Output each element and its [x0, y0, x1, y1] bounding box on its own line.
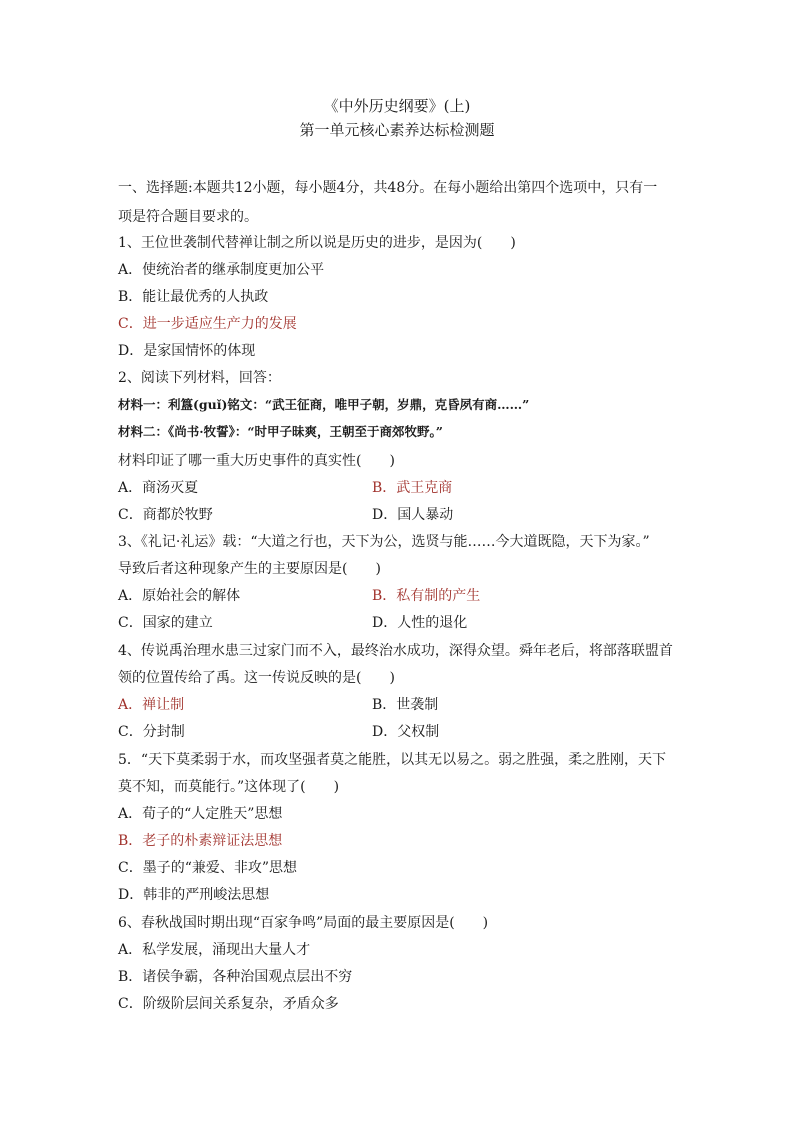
question-2-material-2: 材料二：《尚书·牧誓》：“时甲子昧爽，王朝至于商郊牧野。”	[118, 424, 443, 439]
question-2-option-d: D．国人暴动	[372, 507, 454, 523]
question-5-option-c: C．墨子的“兼爱、非攻”思想	[118, 860, 298, 876]
question-2-material-1: 材料一：利簋(guǐ)铭文：“武王征商，唯甲子朝，岁鼎，克昏夙有商……”	[118, 397, 530, 412]
section-intro-line-1: 一、选择题:本题共12小题，每小题4分，共48分。在每小题给出第四个选项中，只有一	[118, 180, 658, 196]
question-4-option-a: A．禅让制	[118, 697, 185, 713]
question-5-option-a: A．荀子的“人定胜天”思想	[118, 806, 283, 822]
question-4-stem-line-2: 领的位置传给了禹。这一传说反映的是( )	[118, 670, 395, 686]
question-3-option-c: C．国家的建立	[118, 615, 213, 631]
question-5-stem-line-1: 5．“天下莫柔弱于水，而攻坚强者莫之能胜，以其无以易之。弱之胜强，柔之胜刚，天下	[118, 752, 667, 768]
question-2-stem: 2、阅读下列材料，回答：	[118, 370, 281, 386]
question-3-option-d: D．人性的退化	[372, 615, 468, 631]
question-5-option-b: B．老子的朴素辩证法思想	[118, 833, 283, 849]
question-2-question: 材料印证了哪一重大历史事件的真实性( )	[118, 453, 395, 469]
question-2-option-c: C．商都於牧野	[118, 507, 213, 523]
question-1-option-b: B．能让最优秀的人执政	[118, 289, 269, 305]
question-1-option-d: D．是家国情怀的体现	[118, 343, 256, 359]
question-2-option-b: B．武王克商	[372, 480, 453, 496]
question-3-option-b: B．私有制的产生	[372, 588, 481, 604]
question-3-option-a: A．原始社会的解体	[118, 588, 241, 604]
question-4-stem-line-1: 4、传说禹治理水患三过家门而不入，最终治水成功，深得众望。舜年老后，将部落联盟首	[118, 643, 673, 659]
question-6-stem: 6、春秋战国时期出现“百家争鸣”局面的最主要原因是( )	[118, 915, 489, 931]
question-1-option-c: C．进一步适应生产力的发展	[118, 316, 297, 332]
question-4-option-b: B．世袭制	[372, 697, 439, 713]
question-4-option-d: D．父权制	[372, 724, 440, 740]
question-3-stem-line-1: 3、《礼记·礼运》载：“大道之行也，天下为公，选贤与能……今大道既隐，天下为家。”	[118, 534, 650, 550]
question-2-option-a: A．商汤灭夏	[118, 480, 199, 496]
question-1-option-a: A．使统治者的继承制度更加公平	[118, 262, 325, 278]
question-6-option-b: B．诸侯争霸，各种治国观点层出不穷	[118, 969, 353, 985]
question-6-option-a: A．私学发展，涌现出大量人才	[118, 942, 311, 958]
question-5-option-d: D．韩非的严刑峻法思想	[118, 887, 270, 903]
question-3-stem-line-2: 导致后者这种现象产生的主要原因是( )	[118, 561, 381, 577]
question-6-option-c: C．阶级阶层间关系复杂，矛盾众多	[118, 996, 339, 1012]
question-1-stem: 1、王位世袭制代替禅让制之所以说是历史的进步，是因为( )	[118, 235, 516, 251]
section-intro-line-2: 项是符合题目要求的。	[118, 209, 258, 225]
question-5-stem-line-2: 莫不知，而莫能行。”这体现了( )	[118, 779, 340, 795]
doc-subtitle: 第一单元核心素养达标检测题	[299, 121, 495, 139]
question-4-option-c: C．分封制	[118, 724, 185, 740]
doc-title: 《中外历史纲要》(上)	[323, 97, 471, 115]
